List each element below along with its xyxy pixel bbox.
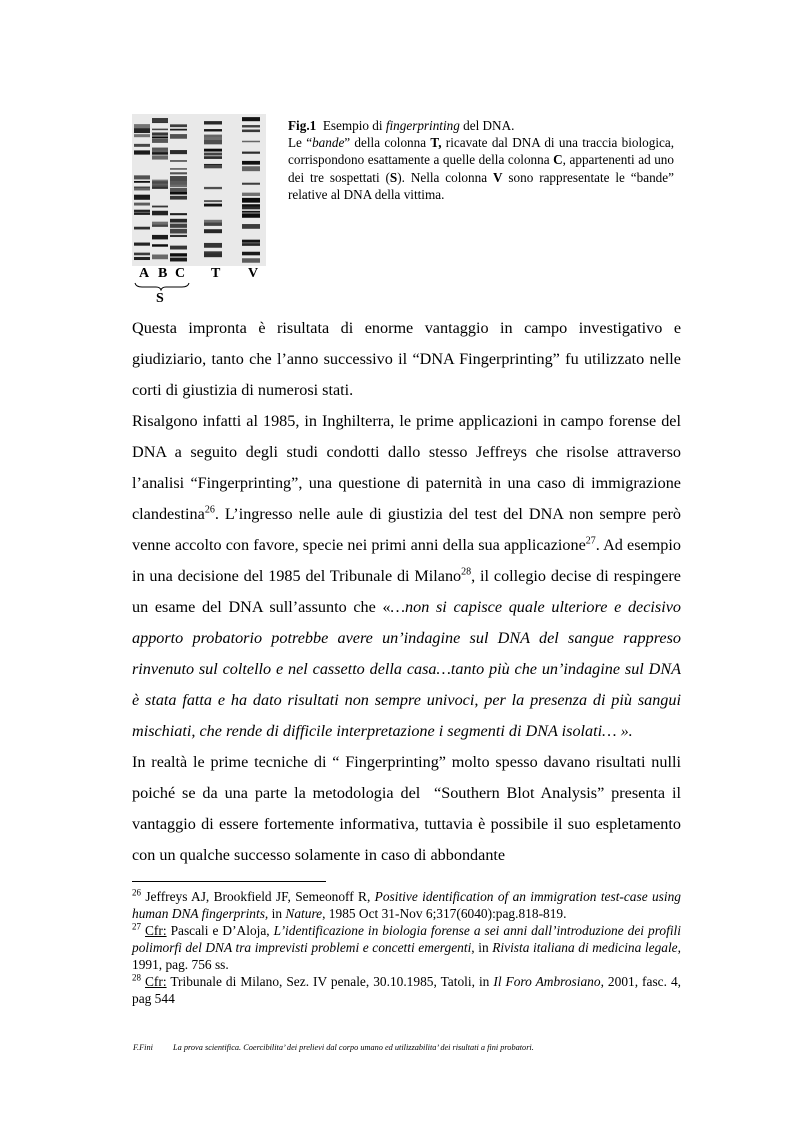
- gel-band: [170, 188, 187, 193]
- gel-band: [134, 144, 150, 147]
- figure-caption: [288, 117, 674, 203]
- gel-band: [152, 244, 168, 246]
- gel-band: [170, 196, 187, 200]
- dna-gel-image: [132, 114, 266, 266]
- gel-band: [242, 141, 260, 143]
- gel-band: [152, 255, 168, 260]
- gel-band: [204, 149, 222, 152]
- gel-band: [170, 176, 187, 181]
- gel-band: [242, 161, 260, 165]
- gel-band: [152, 118, 168, 122]
- footnote-ref-27[interactable]: 27: [585, 535, 596, 547]
- gel-band: [170, 213, 187, 215]
- gel-band: [204, 153, 222, 156]
- gel-band: [242, 243, 260, 246]
- paragraph-2: Risalgono infatti al 1985, in Inghilterra, le prime applicazioni in campo forense del DNA a seguito degli studi condotti dallo stesso Jeffreys che risolse attraverso l’analisi “Fingerprinting”, una questione di paternità in una caso di immigrazione clandestina$^{26}$. L’ingresso nelle aule di giustizia del test del DNA non sempre però venne accolto con favore, specie nei primi anni della sua applicazione$^{27}$. Ad esempio in una decisione del 1985 del Tribunale di Milano$^{28}$, il collegio decise di respingere un esame del DNA sull’assunto che «…non si capisce quale ulteriore e decisivo apporto probatorio potrebbe avere un’indagine sul DNA del sangue rappreso rinvenuto sul coltello e nel cassetto della casa…tanto più che un’indagine sul DNA è stata fatta e ha dato risultati non sempre univoci, per la presenza di più sangui mischiati, che rende di difficile interpretazione i segmenti di DNA isolati… ».: [132, 412, 681, 740]
- gel-band: [134, 124, 150, 129]
- footnotes: [132, 888, 681, 1007]
- gel-band: [170, 224, 187, 228]
- gel-band: [152, 155, 168, 159]
- gel-band: [152, 186, 168, 188]
- footnote-26: $^{26}$ Jeffreys AJ, Brookfield JF, Semeonoff R, Positive identification of an immigration test-case using human DNA fingerprints, in Nature, 1985 Oct 31-Nov 6;317(6040):pag.818-819.: [132, 887, 682, 921]
- gel-band: [134, 150, 150, 154]
- gel-band: [170, 129, 187, 131]
- gel-band: [204, 165, 222, 168]
- gel-band: [152, 206, 168, 208]
- gel-band: [204, 156, 222, 159]
- gel-band: [242, 252, 260, 256]
- gel-band: [242, 152, 260, 154]
- gel-band: [170, 246, 187, 250]
- gel-band: [242, 240, 260, 243]
- gel-band: [152, 180, 168, 182]
- gel-band: [242, 166, 260, 171]
- figure-number: Fig.1: [288, 118, 317, 133]
- lane-label-v: V: [248, 266, 259, 281]
- gel-band: [242, 207, 260, 210]
- lane-label-b: B: [158, 266, 168, 281]
- suspects-brace: [132, 281, 192, 291]
- footnote-ref-28[interactable]: 28: [461, 566, 472, 578]
- footnote-ref-26[interactable]: 26: [204, 504, 215, 516]
- gel-band: [170, 258, 187, 262]
- footnote-separator: [132, 881, 326, 882]
- gel-band: [152, 235, 168, 239]
- gel-band: [152, 211, 168, 216]
- gel-band: [204, 229, 222, 233]
- gel-band: [204, 200, 222, 202]
- gel-band: [134, 128, 150, 133]
- gel-band: [204, 243, 222, 248]
- gel-band: [134, 253, 150, 256]
- gel-band: [204, 121, 222, 124]
- gel-band: [134, 210, 150, 212]
- gel-band: [170, 229, 187, 234]
- caption-title-text: Esempio di: [322, 118, 386, 133]
- gel-band: [152, 136, 168, 138]
- caption-body: Le “bande” della colonna T, ricavate dal DNA di una traccia biologica, corrispondono esattamente a quelle della colonna C, appartenenti ad uno dei tre sospettati (S). Nella colonna V sono rappresentate le “bande” relative al DNA della vittima.: [288, 135, 675, 202]
- gel-band: [134, 227, 150, 230]
- gel-band: [152, 132, 168, 135]
- page-footer: [133, 1043, 534, 1052]
- gel-band: [242, 118, 260, 122]
- gel-band: [204, 129, 222, 131]
- gel-band: [170, 192, 187, 195]
- gel-band: [134, 176, 150, 180]
- gel-band: [170, 134, 187, 139]
- gel-band: [242, 183, 260, 185]
- gel-band: [170, 160, 187, 162]
- gel-band: [242, 258, 260, 262]
- lane-label-c: C: [175, 266, 186, 281]
- paragraph-3: In realtà le prime tecniche di “ Fingerprinting” molto spesso davano risultati nulli poiché se da una parte la metodologia del “Southern Blot Analysis” presenta il vantaggio di essere fortemente informativa, tuttavia è possibile il suo espletamento con un qualche successo solamente in caso di abbondante: [132, 753, 681, 864]
- gel-band: [134, 181, 150, 183]
- gel-band: [242, 198, 260, 203]
- gel-band: [204, 223, 222, 226]
- gel-band: [170, 150, 187, 154]
- gel-band: [204, 140, 222, 145]
- paragraph-1: Questa impronta è risultata di enorme vantaggio in campo investigativo e giudiziario, tanto che l’anno successivo il “DNA Fingerprinting” fu utilizzato nelle corti di giustizia di numerosi stati.: [132, 319, 681, 399]
- caption-title-em: fingerprinting: [385, 118, 460, 133]
- gel-band: [242, 125, 260, 127]
- gel-band: [134, 203, 150, 206]
- lane-label-a: A: [139, 266, 150, 281]
- suspects-label: S: [156, 291, 164, 306]
- gel-band: [134, 187, 150, 190]
- gel-band: [204, 254, 222, 258]
- gel-band: [204, 187, 222, 189]
- gel-band: [204, 204, 222, 207]
- caption-title: [288, 117, 674, 134]
- caption-title-end: del DNA.: [459, 118, 515, 133]
- gel-band: [170, 219, 187, 223]
- gel-band: [242, 224, 260, 229]
- court-quote: …non si capisce quale ulteriore e decisivo apporto probatorio potrebbe avere un’indagine sul DNA del sangue rappreso rinvenuto sul coltello e nel cassetto della casa…tanto più che un’indagine sul DNA è stata fatta e ha dato risultati non sempre univoci, per la presenza di più sangui mischiati, che rende di difficile interpretazione i segmenti di DNA isolati… ».: [132, 598, 681, 740]
- gel-band: [134, 134, 150, 137]
- gel-band: [134, 212, 150, 214]
- lane-label-t: T: [211, 266, 221, 281]
- gel-band: [152, 150, 168, 153]
- gel-band: [242, 193, 260, 196]
- gel-band: [152, 184, 168, 186]
- gel-band: [242, 130, 260, 133]
- gel-band: [170, 168, 187, 170]
- footnote-28: $^{28}$ Cfr: Tribunale di Milano, Sez. IV penale, 30.10.1985, Tatoli, in Il Foro Ambrosiano, 2001, fasc. 4, pag 544: [132, 972, 681, 1006]
- gel-band: [242, 214, 260, 218]
- body-text: [132, 313, 681, 871]
- gel-band: [152, 222, 168, 225]
- gel-band: [134, 195, 150, 198]
- gel-band: [152, 129, 168, 131]
- gel-band: [134, 243, 150, 246]
- footer-author: F.Fini: [133, 1043, 153, 1052]
- footnote-27: $^{27}$ Cfr: Pascali e D’Aloja, L’identificazione in biologia forense a sei anni dall’introduzione dei profili polimorfi del DNA tra imprevisti problemi e concetti emergenti, in Rivista italiana di medicina legale, 1991, pag. 756 ss.: [132, 921, 681, 972]
- gel-band: [204, 137, 222, 140]
- gel-band: [170, 235, 187, 237]
- gel-band: [204, 135, 222, 138]
- lane-labels: [132, 266, 272, 282]
- gel-band: [170, 124, 187, 127]
- gel-band: [152, 139, 168, 143]
- gel-band: [134, 257, 150, 260]
- footer-title: La prova scientifica. Coercibilita’ dei prelievi dal corpo umano ed utilizzabilita’ dei risultati a fini probatori.: [173, 1043, 534, 1052]
- gel-band: [170, 253, 187, 256]
- gel-band: [170, 172, 187, 174]
